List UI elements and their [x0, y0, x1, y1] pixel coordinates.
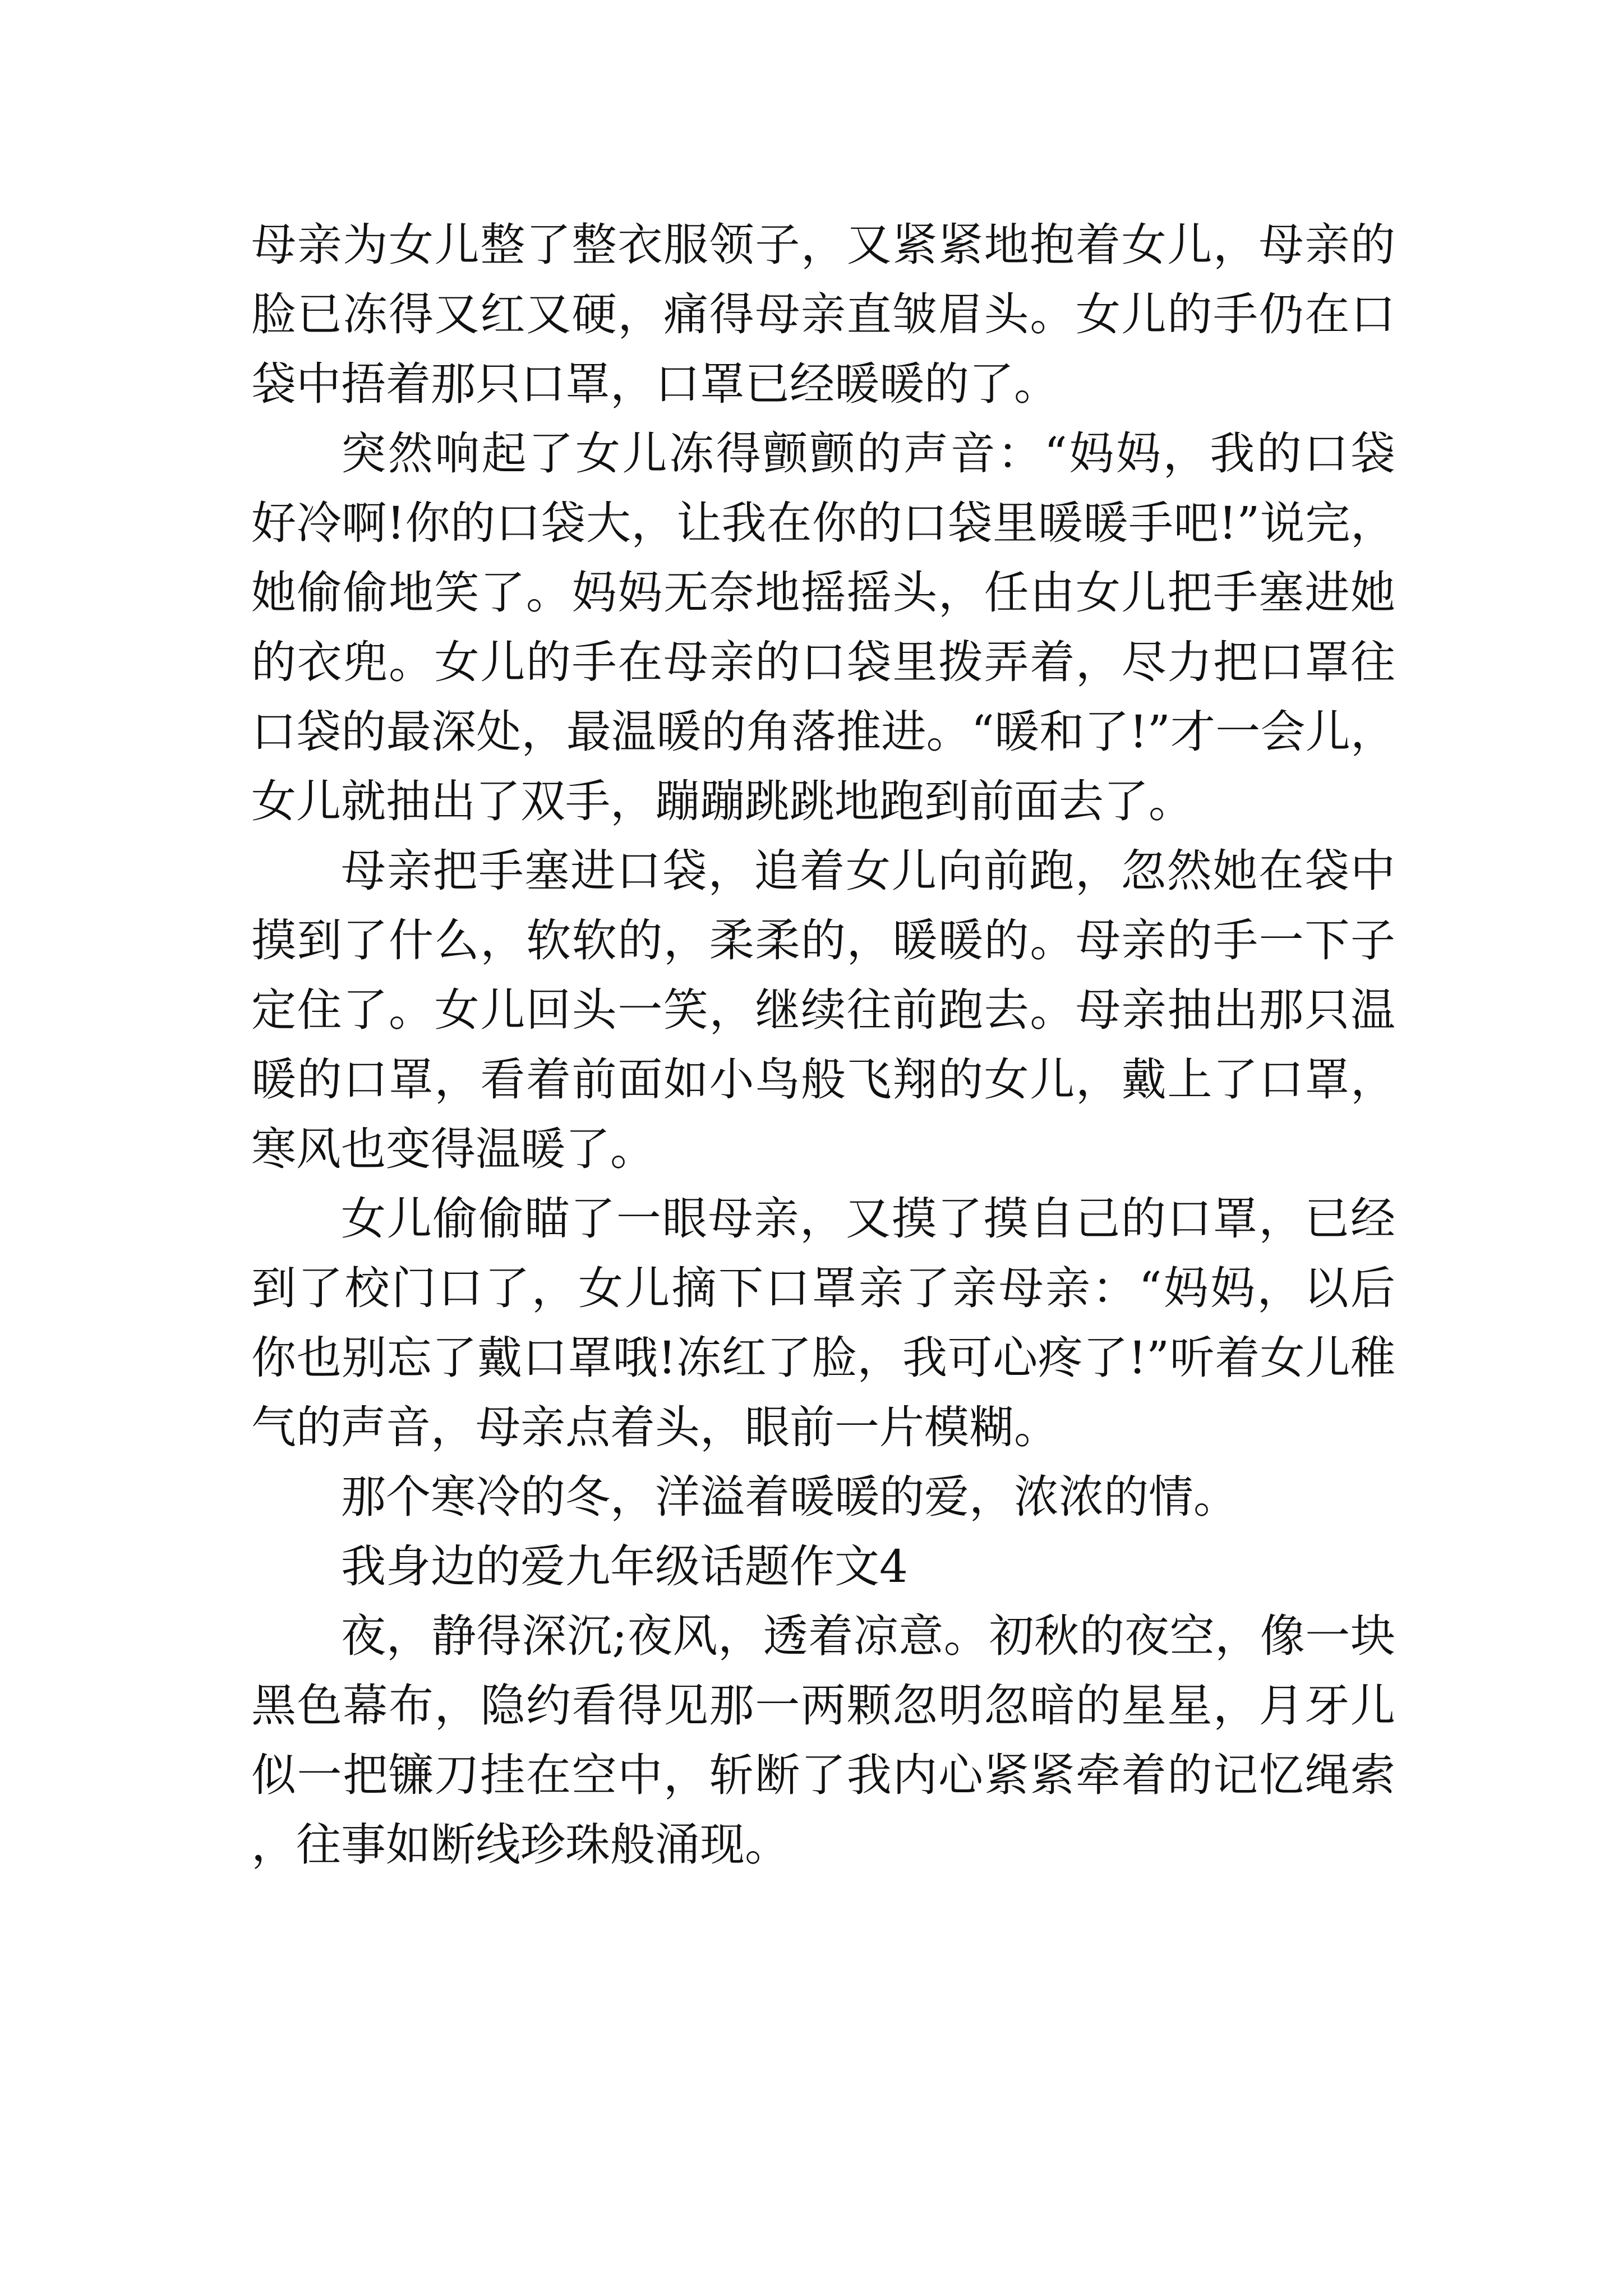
- essay-title: 我身边的爱九年级话题作文4: [341, 1540, 908, 1593]
- paragraph: 女儿偷偷瞄了一眼母亲，又摸了摸自己的口罩，已经到了校门口了，女儿摘下口罩亲了亲母亲：“妈妈，以后你也别忘了戴口罩哦!冻红了脸，我可心疼了!”听着女儿稚气的声音，母亲点着头，眼前一片模糊。: [251, 1193, 1395, 1453]
- document-body: [251, 210, 1395, 1880]
- paragraph-continued: 母亲为女儿整了整衣服领子，又紧紧地抱着女儿，母亲的脸已冻得又红又硬，痛得母亲直皱眉头。女儿的手仍在口袋中捂着那只口罩，口罩已经暖暖的了。: [251, 219, 1395, 410]
- paragraph: 夜，静得深沉;夜风，透着凉意。初秋的夜空，像一块黑色幕布，隐约看得见那一两颗忽明忽暗的星星，月牙儿似一把镰刀挂在空中，斩断了我内心紧紧牵着的记忆绳索，往事如断线珍珠般涌现。: [251, 1610, 1395, 1871]
- paragraph: 突然响起了女儿冻得颤颤的声音：“妈妈，我的口袋好冷啊!你的口袋大，让我在你的口袋里暖暖手吧!”说完，她偷偷地笑了。妈妈无奈地摇摇头，任由女儿把手塞进她的衣兜。女儿的手在母亲的口袋里拨弄着，尽力把口罩往口袋的最深处，最温暖的角落推进。“暖和了!”才一会儿，女儿就抽出了双手，蹦蹦跳跳地跑到前面去了。: [251, 427, 1395, 827]
- paragraph: 那个寒冷的冬，洋溢着暖暖的爱，浓浓的情。: [341, 1471, 1238, 1523]
- paragraph: 母亲把手塞进口袋，追着女儿向前跑，忽然她在袋中摸到了什么，软软的，柔柔的，暖暖的。母亲的手一下子定住了。女儿回头一笑，继续往前跑去。母亲抽出那只温暖的口罩，看着前面如小鸟般飞翔的女儿，戴上了口罩，寒风也变得温暖了。: [251, 845, 1395, 1175]
